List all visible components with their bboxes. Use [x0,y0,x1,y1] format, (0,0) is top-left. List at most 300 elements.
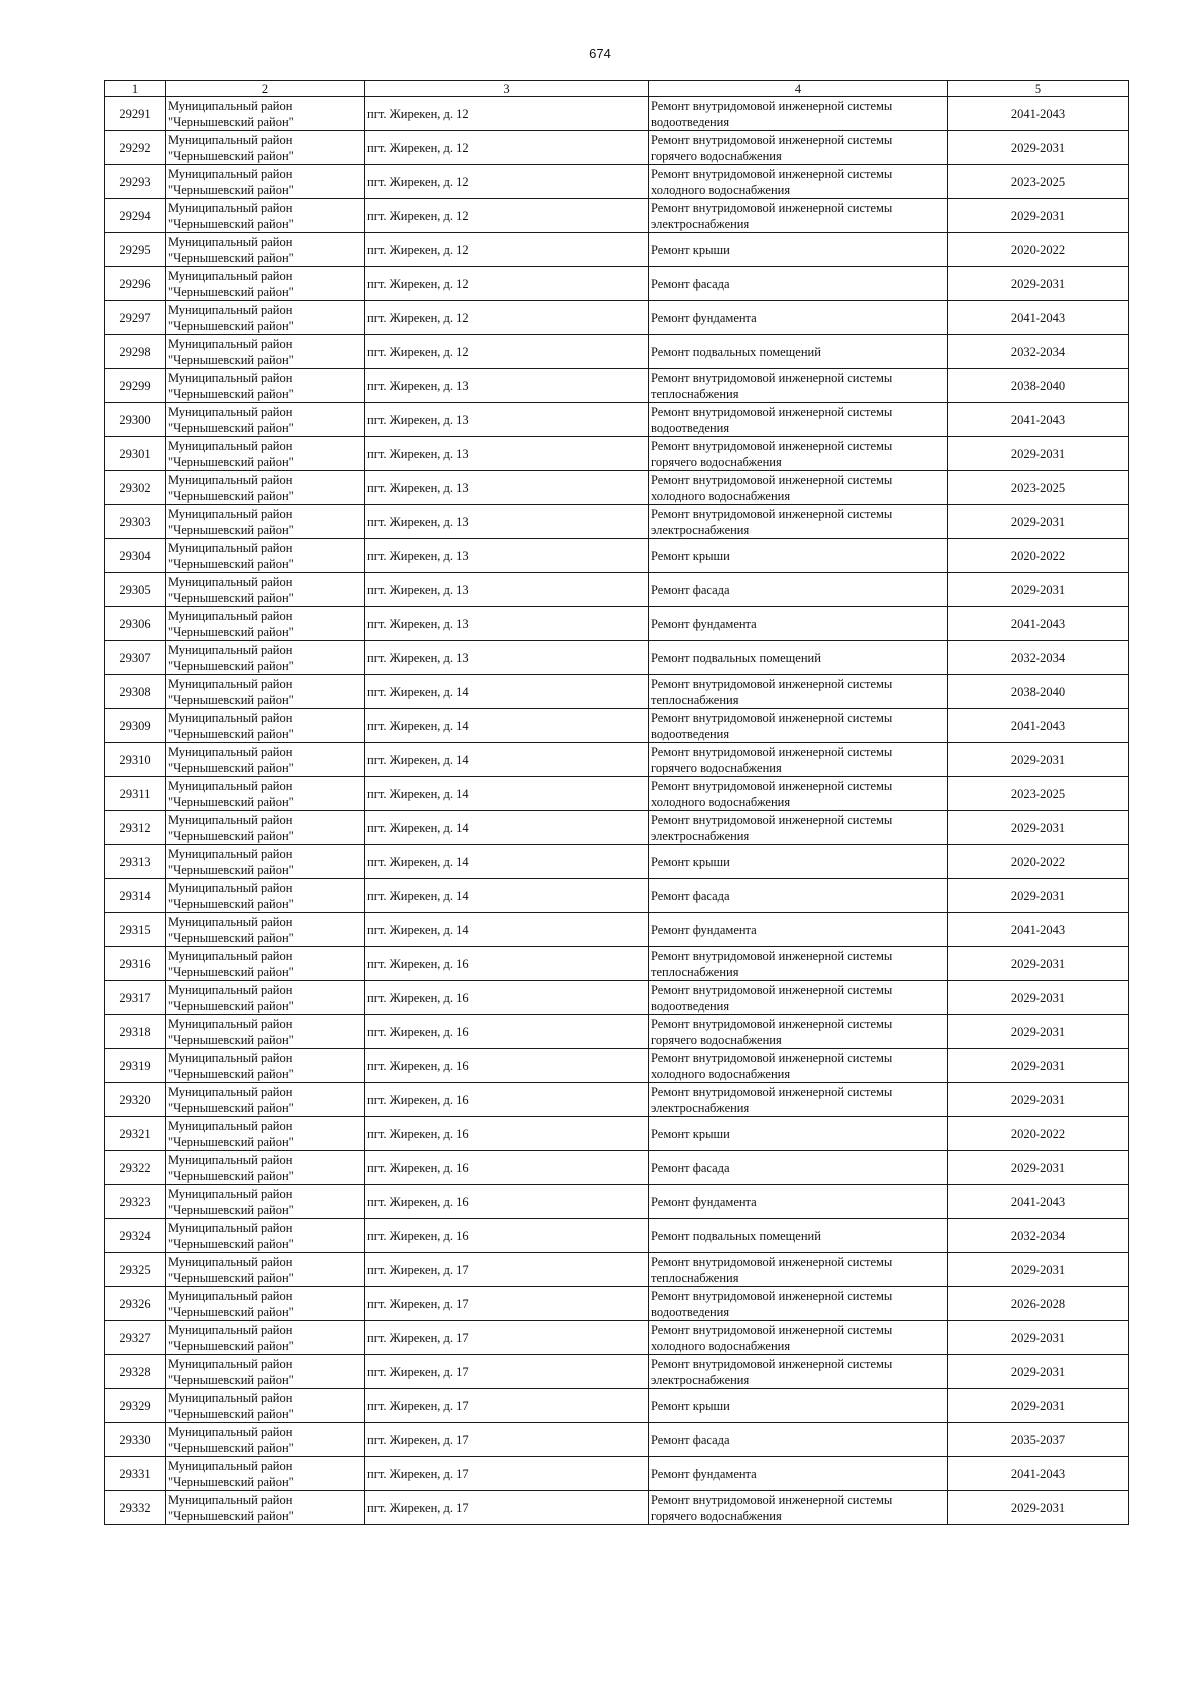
work-type-line-1: Ремонт внутридомовой инженерной системы [651,1288,893,1303]
address-cell: пгт. Жирекен, д. 13 [365,437,649,471]
work-type-cell [649,199,948,233]
table-row [105,607,1129,641]
period-cell: 2029-2031 [948,1049,1129,1083]
district-line-2: "Чернышевский район" [168,1100,294,1115]
work-type-line-1: Ремонт фундамента [651,616,757,631]
district-line-1: Муниципальный район [168,234,293,249]
table-row [105,743,1129,777]
district-cell [166,675,365,709]
work-type-line-1: Ремонт фасада [651,888,730,903]
table-row [105,777,1129,811]
period-cell: 2029-2031 [948,1151,1129,1185]
work-type-cell [649,709,948,743]
row-number: 29314 [105,879,166,913]
district-cell [166,267,365,301]
work-type-line-1: Ремонт внутридомовой инженерной системы [651,1254,893,1269]
work-type-line-1: Ремонт фундамента [651,310,757,325]
table-row [105,709,1129,743]
work-type-line-2: горячего водоснабжения [651,1032,782,1047]
district-line-1: Муниципальный район [168,1016,293,1031]
work-type-line-2: горячего водоснабжения [651,148,782,163]
row-number: 29326 [105,1287,166,1321]
work-type-cell [649,1117,948,1151]
row-number: 29303 [105,505,166,539]
work-type-line-1: Ремонт фасада [651,582,730,597]
district-line-2: "Чернышевский район" [168,1066,294,1081]
table-row [105,1219,1129,1253]
address-cell: пгт. Жирекен, д. 17 [365,1287,649,1321]
table-row [105,845,1129,879]
row-number: 29297 [105,301,166,335]
address-cell: пгт. Жирекен, д. 16 [365,1083,649,1117]
district-cell [166,1219,365,1253]
period-cell: 2038-2040 [948,369,1129,403]
work-type-cell [649,1423,948,1457]
district-cell [166,131,365,165]
row-number: 29308 [105,675,166,709]
work-type-cell [649,607,948,641]
work-type-line-1: Ремонт внутридомовой инженерной системы [651,132,893,147]
table-row [105,1457,1129,1491]
work-type-cell [649,1389,948,1423]
row-number: 29313 [105,845,166,879]
district-line-2: "Чернышевский район" [168,522,294,537]
district-cell [166,709,365,743]
district-line-2: "Чернышевский район" [168,1406,294,1421]
work-type-line-1: Ремонт крыши [651,548,730,563]
district-cell [166,1355,365,1389]
work-type-line-2: холодного водоснабжения [651,1066,791,1081]
work-type-line-2: водоотведения [651,998,730,1013]
work-type-line-1: Ремонт внутридомовой инженерной системы [651,1322,893,1337]
table-row [105,1049,1129,1083]
district-cell [166,1015,365,1049]
row-number: 29307 [105,641,166,675]
district-line-1: Муниципальный район [168,778,293,793]
period-cell: 2041-2043 [948,607,1129,641]
district-line-2: "Чернышевский район" [168,216,294,231]
district-line-1: Муниципальный район [168,98,293,113]
address-cell: пгт. Жирекен, д. 13 [365,505,649,539]
district-cell [166,879,365,913]
district-line-1: Муниципальный район [168,642,293,657]
table-row [105,1355,1129,1389]
work-type-line-2: теплоснабжения [651,692,739,707]
work-type-line-2: теплоснабжения [651,964,739,979]
district-cell [166,845,365,879]
district-cell [166,1457,365,1491]
address-cell: пгт. Жирекен, д. 12 [365,165,649,199]
district-cell [166,1185,365,1219]
address-cell: пгт. Жирекен, д. 14 [365,743,649,777]
period-cell: 2020-2022 [948,845,1129,879]
work-type-cell [649,743,948,777]
table-row [105,199,1129,233]
work-type-cell [649,811,948,845]
address-cell: пгт. Жирекен, д. 17 [365,1491,649,1525]
work-type-line-2: холодного водоснабжения [651,1338,791,1353]
work-type-cell [649,675,948,709]
district-cell [166,1117,365,1151]
district-line-2: "Чернышевский район" [168,352,294,367]
district-line-2: "Чернышевский район" [168,1134,294,1149]
work-type-line-1: Ремонт внутридомовой инженерной системы [651,710,893,725]
work-type-line-2: электроснабжения [651,216,750,231]
period-cell: 2041-2043 [948,301,1129,335]
table-row [105,1151,1129,1185]
address-cell: пгт. Жирекен, д. 16 [365,1117,649,1151]
district-line-1: Муниципальный район [168,1424,293,1439]
work-type-cell [649,97,948,131]
row-number: 29299 [105,369,166,403]
table-row [105,505,1129,539]
work-type-line-2: теплоснабжения [651,386,739,401]
table-row [105,1491,1129,1525]
work-type-line-2: водоотведения [651,1304,730,1319]
table-row [105,1321,1129,1355]
work-type-cell [649,777,948,811]
work-type-line-2: водоотведения [651,114,730,129]
table-row [105,1389,1129,1423]
district-line-1: Муниципальный район [168,370,293,385]
district-line-1: Муниципальный район [168,1220,293,1235]
district-line-1: Муниципальный район [168,472,293,487]
district-line-1: Муниципальный район [168,336,293,351]
period-cell: 2041-2043 [948,1457,1129,1491]
work-type-line-1: Ремонт внутридомовой инженерной системы [651,676,893,691]
district-line-1: Муниципальный район [168,1118,293,1133]
row-number: 29309 [105,709,166,743]
period-cell: 2029-2031 [948,505,1129,539]
district-line-2: "Чернышевский район" [168,1508,294,1523]
work-type-line-1: Ремонт внутридомовой инженерной системы [651,404,893,419]
address-cell: пгт. Жирекен, д. 16 [365,947,649,981]
table-row [105,811,1129,845]
table-row [105,97,1129,131]
period-cell: 2029-2031 [948,879,1129,913]
district-line-2: "Чернышевский район" [168,692,294,707]
district-line-2: "Чернышевский район" [168,726,294,741]
row-number: 29293 [105,165,166,199]
district-line-2: "Чернышевский район" [168,896,294,911]
address-cell: пгт. Жирекен, д. 16 [365,1219,649,1253]
work-type-line-1: Ремонт внутридомовой инженерной системы [651,778,893,793]
work-type-cell [649,233,948,267]
district-line-2: "Чернышевский район" [168,386,294,401]
district-cell [166,811,365,845]
row-number: 29322 [105,1151,166,1185]
address-cell: пгт. Жирекен, д. 13 [365,369,649,403]
work-type-line-2: водоотведения [651,420,730,435]
row-number: 29306 [105,607,166,641]
district-cell [166,505,365,539]
work-type-cell [649,879,948,913]
district-line-2: "Чернышевский район" [168,1372,294,1387]
period-cell: 2038-2040 [948,675,1129,709]
address-cell: пгт. Жирекен, д. 16 [365,1185,649,1219]
work-type-line-1: Ремонт внутридомовой инженерной системы [651,1016,893,1031]
column-header-4: 4 [649,81,948,97]
address-cell: пгт. Жирекен, д. 12 [365,233,649,267]
table-row [105,233,1129,267]
work-type-cell [649,1253,948,1287]
work-type-line-1: Ремонт внутридомовой инженерной системы [651,166,893,181]
table-row [105,913,1129,947]
table-row [105,1423,1129,1457]
work-type-line-2: электроснабжения [651,522,750,537]
district-line-1: Муниципальный район [168,1390,293,1405]
district-cell [166,165,365,199]
period-cell: 2029-2031 [948,573,1129,607]
district-line-2: "Чернышевский район" [168,250,294,265]
work-type-cell [649,1151,948,1185]
row-number: 29320 [105,1083,166,1117]
district-line-2: "Чернышевский район" [168,454,294,469]
district-line-2: "Чернышевский район" [168,930,294,945]
period-cell: 2023-2025 [948,165,1129,199]
district-line-1: Муниципальный район [168,1084,293,1099]
row-number: 29319 [105,1049,166,1083]
column-header-5: 5 [948,81,1129,97]
table-row [105,1287,1129,1321]
period-cell: 2029-2031 [948,1015,1129,1049]
district-line-2: "Чернышевский район" [168,760,294,775]
row-number: 29329 [105,1389,166,1423]
district-line-1: Муниципальный район [168,1050,293,1065]
work-type-line-1: Ремонт фасада [651,1160,730,1175]
address-cell: пгт. Жирекен, д. 14 [365,811,649,845]
work-type-line-1: Ремонт крыши [651,1126,730,1141]
table-row [105,471,1129,505]
column-header-1: 1 [105,81,166,97]
work-type-cell [649,403,948,437]
district-cell [166,1049,365,1083]
row-number: 29332 [105,1491,166,1525]
table-row [105,1083,1129,1117]
period-cell: 2041-2043 [948,1185,1129,1219]
address-cell: пгт. Жирекен, д. 12 [365,199,649,233]
district-line-1: Муниципальный район [168,574,293,589]
work-type-line-1: Ремонт фундамента [651,922,757,937]
work-type-cell [649,1287,948,1321]
work-type-cell [649,437,948,471]
address-cell: пгт. Жирекен, д. 12 [365,267,649,301]
district-line-1: Муниципальный район [168,1458,293,1473]
work-type-line-1: Ремонт крыши [651,854,730,869]
period-cell: 2020-2022 [948,233,1129,267]
district-line-2: "Чернышевский район" [168,964,294,979]
work-type-cell [649,165,948,199]
period-cell: 2026-2028 [948,1287,1129,1321]
work-type-line-1: Ремонт внутридомовой инженерной системы [651,506,893,521]
work-type-cell [649,335,948,369]
period-cell: 2035-2037 [948,1423,1129,1457]
address-cell: пгт. Жирекен, д. 14 [365,913,649,947]
work-type-line-1: Ремонт внутридомовой инженерной системы [651,200,893,215]
district-line-1: Муниципальный район [168,982,293,997]
district-cell [166,1491,365,1525]
row-number: 29317 [105,981,166,1015]
district-line-1: Муниципальный район [168,1254,293,1269]
address-cell: пгт. Жирекен, д. 13 [365,607,649,641]
work-type-line-1: Ремонт фундамента [651,1194,757,1209]
work-type-line-2: горячего водоснабжения [651,1508,782,1523]
district-line-2: "Чернышевский район" [168,1440,294,1455]
row-number: 29330 [105,1423,166,1457]
district-cell [166,947,365,981]
period-cell: 2029-2031 [948,947,1129,981]
row-number: 29311 [105,777,166,811]
district-line-2: "Чернышевский район" [168,420,294,435]
row-number: 29310 [105,743,166,777]
work-type-line-2: электроснабжения [651,1100,750,1115]
work-type-line-1: Ремонт внутридомовой инженерной системы [651,982,893,997]
district-line-1: Муниципальный район [168,880,293,895]
row-number: 29294 [105,199,166,233]
row-number: 29321 [105,1117,166,1151]
work-type-cell [649,471,948,505]
work-type-line-1: Ремонт подвальных помещений [651,650,821,665]
work-type-cell [649,539,948,573]
work-type-line-1: Ремонт внутридомовой инженерной системы [651,744,893,759]
address-cell: пгт. Жирекен, д. 17 [365,1355,649,1389]
column-number-row [105,81,1129,97]
row-number: 29295 [105,233,166,267]
address-cell: пгт. Жирекен, д. 13 [365,539,649,573]
address-cell: пгт. Жирекен, д. 17 [365,1321,649,1355]
row-number: 29302 [105,471,166,505]
row-number: 29292 [105,131,166,165]
work-type-line-1: Ремонт фасада [651,1432,730,1447]
period-cell: 2041-2043 [948,709,1129,743]
column-header-3: 3 [365,81,649,97]
work-type-line-1: Ремонт внутридомовой инженерной системы [651,1492,893,1507]
work-type-line-1: Ремонт крыши [651,242,730,257]
table-row [105,1185,1129,1219]
period-cell: 2029-2031 [948,267,1129,301]
district-line-1: Муниципальный район [168,166,293,181]
address-cell: пгт. Жирекен, д. 17 [365,1253,649,1287]
work-type-line-1: Ремонт фасада [651,276,730,291]
work-type-line-2: холодного водоснабжения [651,794,791,809]
work-type-cell [649,1219,948,1253]
work-type-cell [649,505,948,539]
period-cell: 2032-2034 [948,1219,1129,1253]
district-line-1: Муниципальный район [168,506,293,521]
period-cell: 2029-2031 [948,743,1129,777]
work-type-cell [649,1015,948,1049]
district-line-2: "Чернышевский район" [168,1304,294,1319]
column-header-2: 2 [166,81,365,97]
district-cell [166,1389,365,1423]
district-line-1: Муниципальный район [168,914,293,929]
work-type-cell [649,1049,948,1083]
work-type-cell [649,947,948,981]
period-cell: 2029-2031 [948,1491,1129,1525]
address-cell: пгт. Жирекен, д. 14 [365,845,649,879]
table-row [105,301,1129,335]
address-cell: пгт. Жирекен, д. 16 [365,1151,649,1185]
district-line-1: Муниципальный район [168,710,293,725]
work-type-cell [649,369,948,403]
period-cell: 2020-2022 [948,539,1129,573]
table-row [105,369,1129,403]
address-cell: пгт. Жирекен, д. 14 [365,777,649,811]
district-line-2: "Чернышевский район" [168,182,294,197]
table-row [105,573,1129,607]
district-cell [166,301,365,335]
district-line-1: Муниципальный район [168,846,293,861]
district-line-1: Муниципальный район [168,1152,293,1167]
work-type-line-1: Ремонт фундамента [651,1466,757,1481]
district-line-1: Муниципальный район [168,1288,293,1303]
work-type-cell [649,641,948,675]
district-cell [166,1423,365,1457]
row-number: 29316 [105,947,166,981]
period-cell: 2029-2031 [948,1253,1129,1287]
period-cell: 2041-2043 [948,403,1129,437]
work-type-line-2: холодного водоснабжения [651,182,791,197]
period-cell: 2029-2031 [948,981,1129,1015]
row-number: 29304 [105,539,166,573]
row-number: 29315 [105,913,166,947]
work-type-cell [649,267,948,301]
address-cell: пгт. Жирекен, д. 12 [365,131,649,165]
district-line-2: "Чернышевский район" [168,556,294,571]
district-line-1: Муниципальный район [168,1322,293,1337]
address-cell: пгт. Жирекен, д. 13 [365,573,649,607]
district-line-2: "Чернышевский район" [168,794,294,809]
work-type-cell [649,131,948,165]
row-number: 29301 [105,437,166,471]
table-row [105,267,1129,301]
district-line-2: "Чернышевский район" [168,148,294,163]
district-line-2: "Чернышевский район" [168,590,294,605]
district-line-2: "Чернышевский район" [168,1474,294,1489]
work-type-cell [649,1457,948,1491]
district-line-2: "Чернышевский район" [168,998,294,1013]
work-type-cell [649,981,948,1015]
work-type-line-2: электроснабжения [651,1372,750,1387]
district-line-2: "Чернышевский район" [168,114,294,129]
district-line-1: Муниципальный район [168,608,293,623]
district-cell [166,539,365,573]
row-number: 29331 [105,1457,166,1491]
district-line-2: "Чернышевский район" [168,284,294,299]
address-cell: пгт. Жирекен, д. 14 [365,879,649,913]
district-line-1: Муниципальный район [168,268,293,283]
district-line-2: "Чернышевский район" [168,862,294,877]
district-line-2: "Чернышевский район" [168,488,294,503]
period-cell: 2023-2025 [948,471,1129,505]
work-type-line-1: Ремонт внутридомовой инженерной системы [651,948,893,963]
district-cell [166,403,365,437]
district-line-2: "Чернышевский район" [168,1202,294,1217]
table-row [105,641,1129,675]
table-row [105,165,1129,199]
period-cell: 2029-2031 [948,811,1129,845]
address-cell: пгт. Жирекен, д. 13 [365,471,649,505]
district-line-2: "Чернышевский район" [168,1338,294,1353]
table-body [105,97,1129,1525]
work-type-line-1: Ремонт внутридомовой инженерной системы [651,812,893,827]
district-line-2: "Чернышевский район" [168,658,294,673]
row-number: 29298 [105,335,166,369]
work-type-cell [649,1355,948,1389]
address-cell: пгт. Жирекен, д. 17 [365,1457,649,1491]
period-cell: 2029-2031 [948,437,1129,471]
district-cell [166,777,365,811]
